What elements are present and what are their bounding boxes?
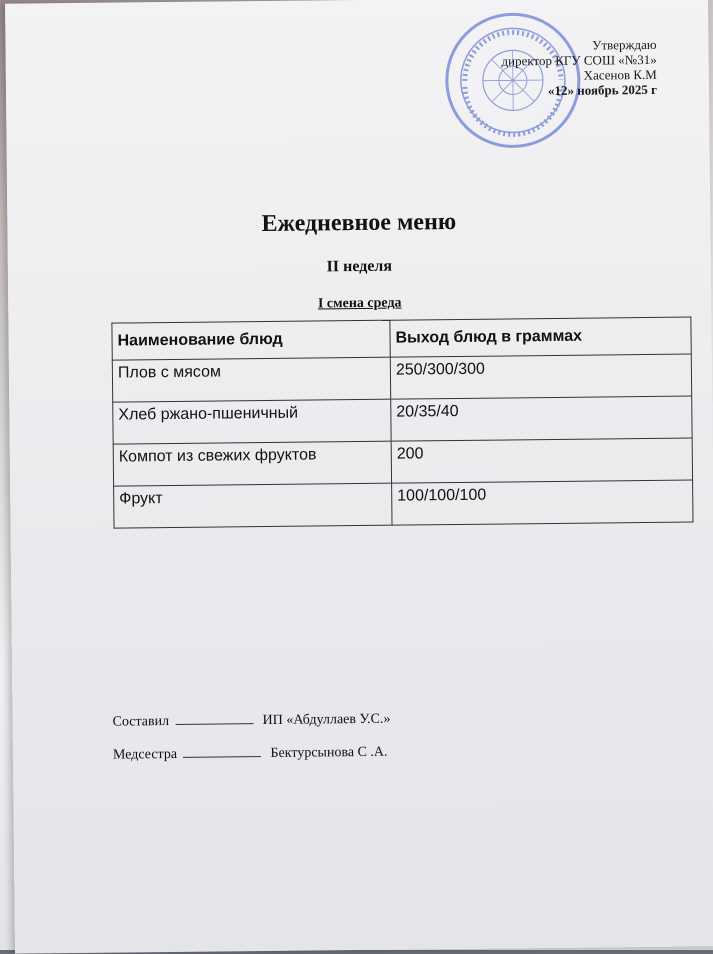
signature-line — [175, 723, 253, 725]
composer-line — [112, 712, 390, 731]
document-title: Ежедневное меню — [261, 208, 457, 238]
dish-weight: 100/100/100 — [392, 480, 693, 525]
composer-value: ИП «Абдуллаев У.С.» — [262, 711, 391, 729]
dish-weight: 200 — [391, 438, 692, 483]
week-label: II неделя — [326, 257, 393, 276]
dish-name: Хлеб ржано-пшеничный — [113, 399, 391, 444]
approval-name: Хасенов К.М — [583, 66, 657, 83]
dish-name: Фрукт — [114, 483, 392, 528]
column-header-weight: Выход блюд в граммах — [390, 317, 691, 357]
dish-name: Компот из свежих фруктов — [113, 441, 391, 486]
document-page — [5, 0, 713, 954]
table-header-row — [112, 317, 691, 360]
shift-label: I смена среда — [317, 295, 402, 312]
nurse-line — [113, 745, 388, 764]
dish-name: Плов с мясом — [112, 357, 390, 402]
table-row — [113, 438, 692, 486]
nurse-value: Бектурсынова С .А. — [270, 744, 388, 761]
dish-weight: 250/300/300 — [390, 354, 691, 399]
approval-block — [501, 37, 657, 99]
table-row — [114, 480, 693, 528]
approval-heading: Утверждаю — [592, 36, 657, 53]
dish-weight: 20/35/40 — [391, 396, 692, 441]
approval-date: «12» ноябрь 2025 г — [547, 81, 658, 99]
nurse-label: Медсестра — [112, 746, 178, 763]
table-row — [112, 354, 691, 402]
signature-line — [183, 756, 261, 758]
menu-table — [111, 317, 693, 529]
composer-label: Составил — [112, 714, 170, 730]
table-row — [113, 396, 692, 444]
column-header-dish: Наименование блюд — [112, 320, 390, 360]
approval-position: директор КГУ СОШ «№31» — [501, 51, 657, 69]
